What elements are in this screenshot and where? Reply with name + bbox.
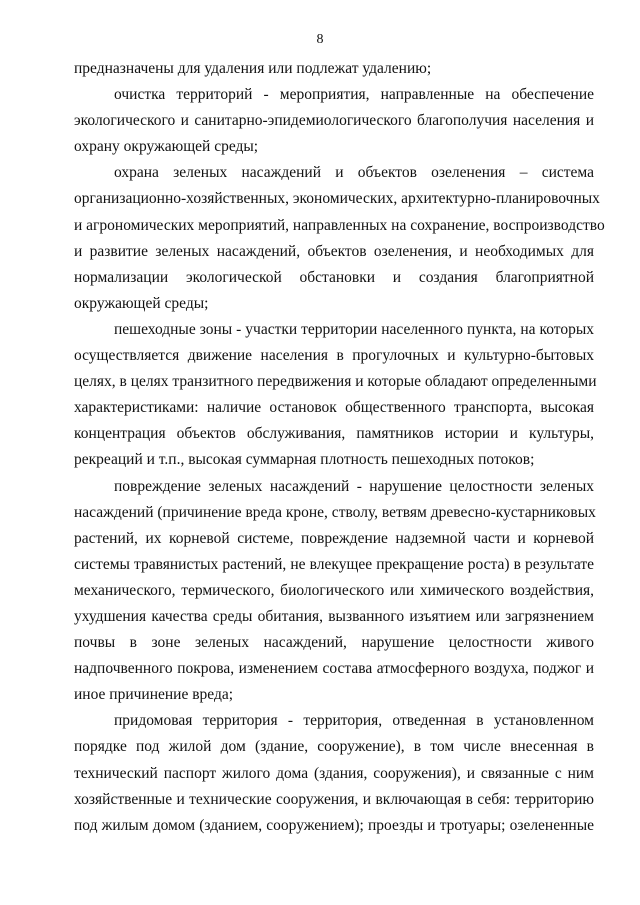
- text-line: окружающей среды;: [74, 294, 209, 312]
- text-line: ухудшения качества среды обитания, вызванного изъятием или загрязнением: [74, 607, 594, 625]
- page-number: 8: [316, 32, 324, 47]
- document-body: [74, 56, 605, 839]
- paragraph-green-protection: [74, 160, 605, 317]
- text-line: и развитие зеленых насаждений, объектов озеленения, и необходимых для: [74, 242, 594, 260]
- text-line: нормализации экологической обстановки и создания благоприятной: [74, 268, 594, 286]
- text-line: насаждений (причинение вреда кроне, стволу, ветвям древесно-кустарниковых: [74, 503, 596, 521]
- text-line: придомовая территория - территория, отведенная в установленном: [114, 712, 594, 730]
- text-line: растений, их корневой системе, повреждение надземной части и корневой: [74, 529, 594, 547]
- paragraph-green-damage: [74, 474, 594, 709]
- paragraph-territory-cleaning: [74, 82, 594, 160]
- text-line: хозяйственные и технические сооружения, и включающая в себя: территорию: [74, 790, 594, 808]
- text-line: рекреаций и т.п., высокая суммарная плотность пешеходных потоков;: [74, 451, 535, 469]
- text-line: и агрономических мероприятий, направленных на сохранение, воспроизводство: [74, 216, 605, 234]
- text-line: осуществляется движение населения в прогулочных и культурно-бытовых: [74, 347, 594, 365]
- text-line: экологического и санитарно-эпидемиологического благополучия населения и: [74, 112, 594, 130]
- paragraph-adjacent-territory: [74, 708, 594, 838]
- text-line: характеристиками: наличие остановок общественного транспорта, высокая: [74, 399, 594, 417]
- text-line: пешеходные зоны - участки территории населенного пункта, на которых: [114, 320, 594, 338]
- paragraph-removal-tail: [74, 56, 594, 82]
- text-line: надпочвенного покрова, изменением состава атмосферного воздуха, поджог и: [74, 660, 594, 678]
- text-line: технический паспорт жилого дома (здания, сооружения), и связанные с ним: [74, 764, 594, 782]
- text-line: организационно-хозяйственных, экономических, архитектурно-планировочных: [74, 190, 600, 208]
- text-line: почвы в зоне зеленых насаждений, нарушение целостности живого: [74, 634, 594, 652]
- text-line: порядке под жилой дом (здание, сооружение), в том числе внесенная в: [74, 738, 594, 756]
- text-line: предназначены для удаления или подлежат удалению;: [74, 60, 432, 77]
- text-line: концентрация объектов обслуживания, памятников истории и культуры,: [74, 425, 594, 443]
- text-line: охрану окружающей среды;: [74, 138, 259, 156]
- text-line: механического, термического, биологического или химического воздействия,: [74, 581, 594, 599]
- text-line: очистка территорий - мероприятия, направленные на обеспечение: [114, 86, 594, 104]
- text-line: повреждение зеленых насаждений - нарушение целостности зеленых: [114, 477, 594, 495]
- text-line: иное причинение вреда;: [74, 686, 234, 704]
- text-line: охрана зеленых насаждений и объектов озеленения – система: [114, 164, 594, 182]
- text-line: системы травянистых растений, не влекущее прекращение роста) в результате: [74, 555, 594, 573]
- text-line: под жилым домом (зданием, сооружением); проезды и тротуары; озелененные: [74, 816, 594, 834]
- text-line: целях, в целях транзитного передвижения и которые обладают определенными: [74, 373, 597, 391]
- paragraph-pedestrian-zones: [74, 317, 597, 474]
